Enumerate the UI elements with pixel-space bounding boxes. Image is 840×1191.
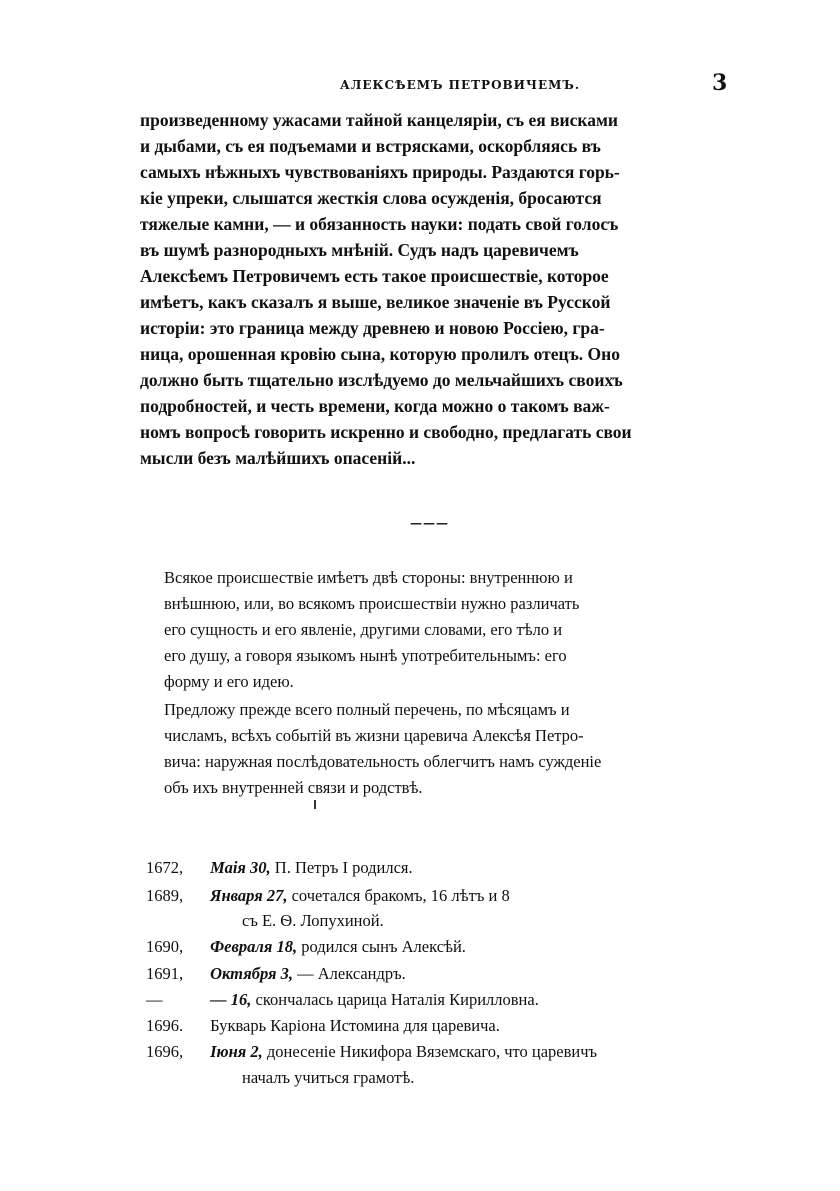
page-number: 3 [712, 70, 728, 96]
section-separator: ——— [410, 516, 449, 530]
text-line: Всякое происшествiе имѣетъ двѣ стороны: внутреннюю и [164, 568, 573, 587]
entry-text: скончалась царица Наталiя Кирилловна. [255, 990, 539, 1009]
print-mark [314, 800, 316, 809]
text-line: его сущность и его явленiе, другими словами, его тѣло и [164, 620, 563, 639]
entry-date: Октября 3, [210, 964, 293, 983]
entry-date: Iюня 2, [210, 1042, 263, 1061]
entry-text: Букварь Карiона Истомина для царевича. [210, 1016, 500, 1035]
chronology-entry [146, 886, 510, 906]
text-line: числамъ, всѣхъ событiй въ жизни царевича Алексѣя Петро- [164, 726, 584, 745]
text-line: самыхъ нѣжныхъ чувствованiяхъ природы. Раздаются горь- [140, 162, 620, 182]
text-line: тяжелые камни, — и обязанность науки: подать свой голосъ [140, 214, 619, 234]
chronology-entry [146, 1016, 500, 1036]
text-line: Предложу прежде всего полный перечень, по мѣсяцамъ и [164, 700, 570, 719]
entry-text: — Александръ. [297, 964, 406, 983]
text-line: номъ вопросѣ говорить искренно и свободно, предлагать свои [140, 422, 632, 442]
text-line: произведенному ужасами тайной канцелярiи, съ ея висками [140, 110, 618, 130]
entry-date: Января 27, [210, 886, 288, 905]
chronology-entry [146, 858, 413, 878]
text-line: внѣшнюю, или, во всякомъ происшествiи нужно различать [164, 594, 580, 613]
chronology-entry [146, 1042, 597, 1062]
entry-year: 1696. [146, 1016, 184, 1035]
text-line: и дыбами, съ ея подъемами и встрясками, оскорбляясь въ [140, 136, 601, 156]
text-line: должно быть тщательно изслѣдуемо до мельчайшихъ своихъ [140, 370, 623, 390]
entry-year: 1672, [146, 858, 184, 877]
chronology-entry [146, 990, 539, 1010]
text-line: въ шумѣ разнородныхъ мнѣнiй. Судъ надъ царевичемъ [140, 240, 579, 260]
entry-text: П. Петръ I родился. [274, 858, 413, 877]
chronology-entry [146, 937, 466, 957]
chronology-continuation: началъ учиться грамотѣ. [242, 1068, 415, 1087]
text-line: ница, орошенная кровiю сына, которую пролилъ отецъ. Оно [140, 344, 620, 364]
text-line: вича: наружная послѣдовательность облегчитъ намъ сужденiе [164, 752, 602, 771]
entry-year: 1690, [146, 937, 184, 956]
entry-text: родился сынъ Алексѣй. [301, 937, 466, 956]
chronology-entry [146, 964, 406, 984]
text-line: форму и его идею. [164, 672, 294, 691]
entry-date: Февраля 18, [210, 937, 298, 956]
text-line: Алексѣемъ Петровичемъ есть такое происшествiе, которое [140, 266, 609, 286]
entry-date: — 16, [210, 990, 252, 1009]
text-line: его душу, а говоря языкомъ нынѣ употребительнымъ: его [164, 646, 567, 665]
entry-date: Маiя 30, [210, 858, 271, 877]
entry-year: — [146, 990, 163, 1009]
entry-year: 1691, [146, 964, 184, 983]
text-line: объ ихъ внутренней связи и родствѣ. [164, 778, 423, 797]
text-line: кiе упреки, слышатся жесткiя слова осужденiя, бросаются [140, 188, 602, 208]
text-line: исторiи: это граница между древнею и новою Россiею, гра- [140, 318, 605, 338]
entry-text: сочетался бракомъ, 16 лѣтъ и 8 [291, 886, 510, 905]
text-line: имѣетъ, какъ сказалъ я выше, великое значенiе въ Русской [140, 292, 611, 312]
running-header-title: АЛЕКСѢЕМЪ ПЕТРОВИЧЕМЪ. [340, 78, 581, 92]
entry-text: донесенiе Никифора Вяземскаго, что царевичъ [266, 1042, 598, 1061]
entry-year: 1689, [146, 886, 184, 905]
text-line: мысли безъ малѣйшихъ опасенiй... [140, 448, 416, 468]
entry-year: 1696, [146, 1042, 184, 1061]
chronology-continuation: съ Е. Ѳ. Лопухиной. [242, 911, 384, 930]
text-line: подробностей, и честь времени, когда можно о такомъ важ- [140, 396, 610, 416]
